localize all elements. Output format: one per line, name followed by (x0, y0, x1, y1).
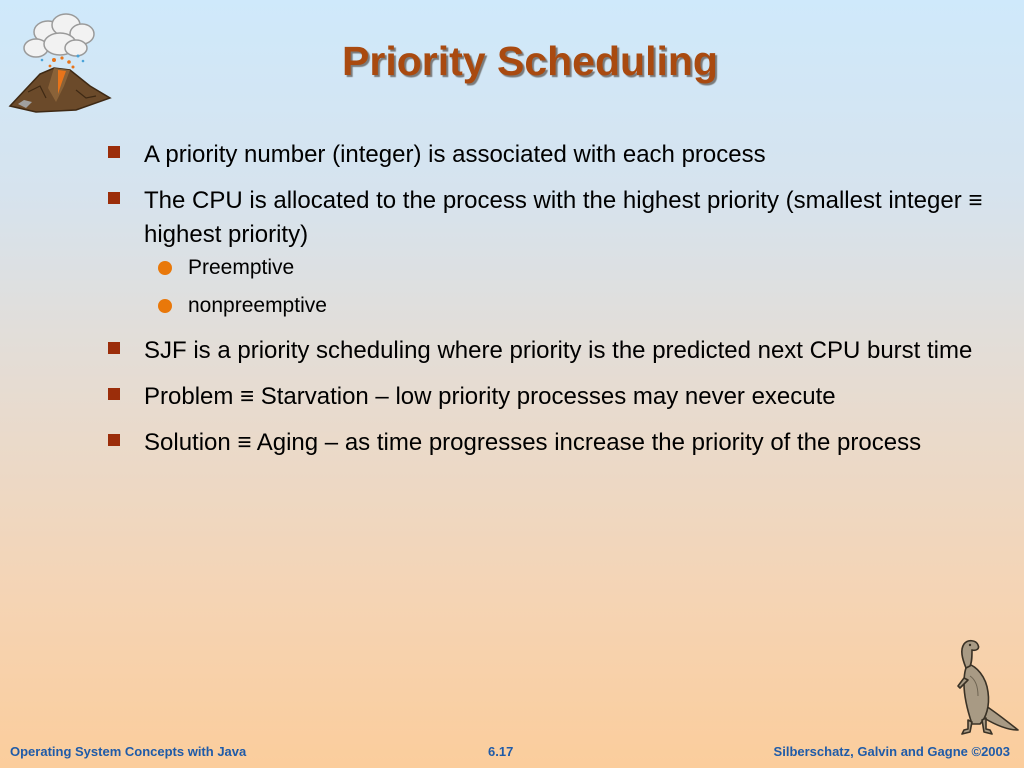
round-bullet-icon (158, 299, 172, 313)
bullet-item (106, 184, 986, 252)
sub-bullet-text: Preemptive (188, 256, 295, 279)
bullet-item (106, 138, 986, 172)
bullet-item (106, 426, 986, 460)
sub-bullet-item (106, 292, 986, 320)
dinosaur-icon (946, 636, 1020, 736)
bullet-text: A priority number (integer) is associated with each process (144, 141, 766, 168)
slide-content (106, 138, 986, 472)
square-bullet-icon (108, 146, 120, 158)
bullet-item (106, 380, 986, 414)
footer-slide-number: 6.17 (488, 744, 514, 759)
slide-title: Priority Scheduling (342, 38, 718, 84)
footer-copyright: Silberschatz, Galvin and Gagne ©2003 (773, 744, 1010, 759)
bullet-item (106, 334, 986, 368)
sub-bullet-text: nonpreemptive (188, 294, 327, 317)
bullet-text: Problem ≡ Starvation – low priority processes may never execute (144, 383, 836, 410)
bullet-text: SJF is a priority scheduling where priority is the predicted next CPU burst time (144, 337, 973, 364)
bullet-text: The CPU is allocated to the process with the highest priority (smallest integer ≡ highest priority) (144, 187, 983, 248)
square-bullet-icon (108, 388, 120, 400)
sub-bullet-item (106, 254, 986, 282)
square-bullet-icon (108, 342, 120, 354)
square-bullet-icon (108, 192, 120, 204)
bullet-text: Solution ≡ Aging – as time progresses increase the priority of the process (144, 429, 922, 456)
footer-book-title: Operating System Concepts with Java (10, 744, 247, 759)
round-bullet-icon (158, 261, 172, 275)
square-bullet-icon (108, 434, 120, 446)
